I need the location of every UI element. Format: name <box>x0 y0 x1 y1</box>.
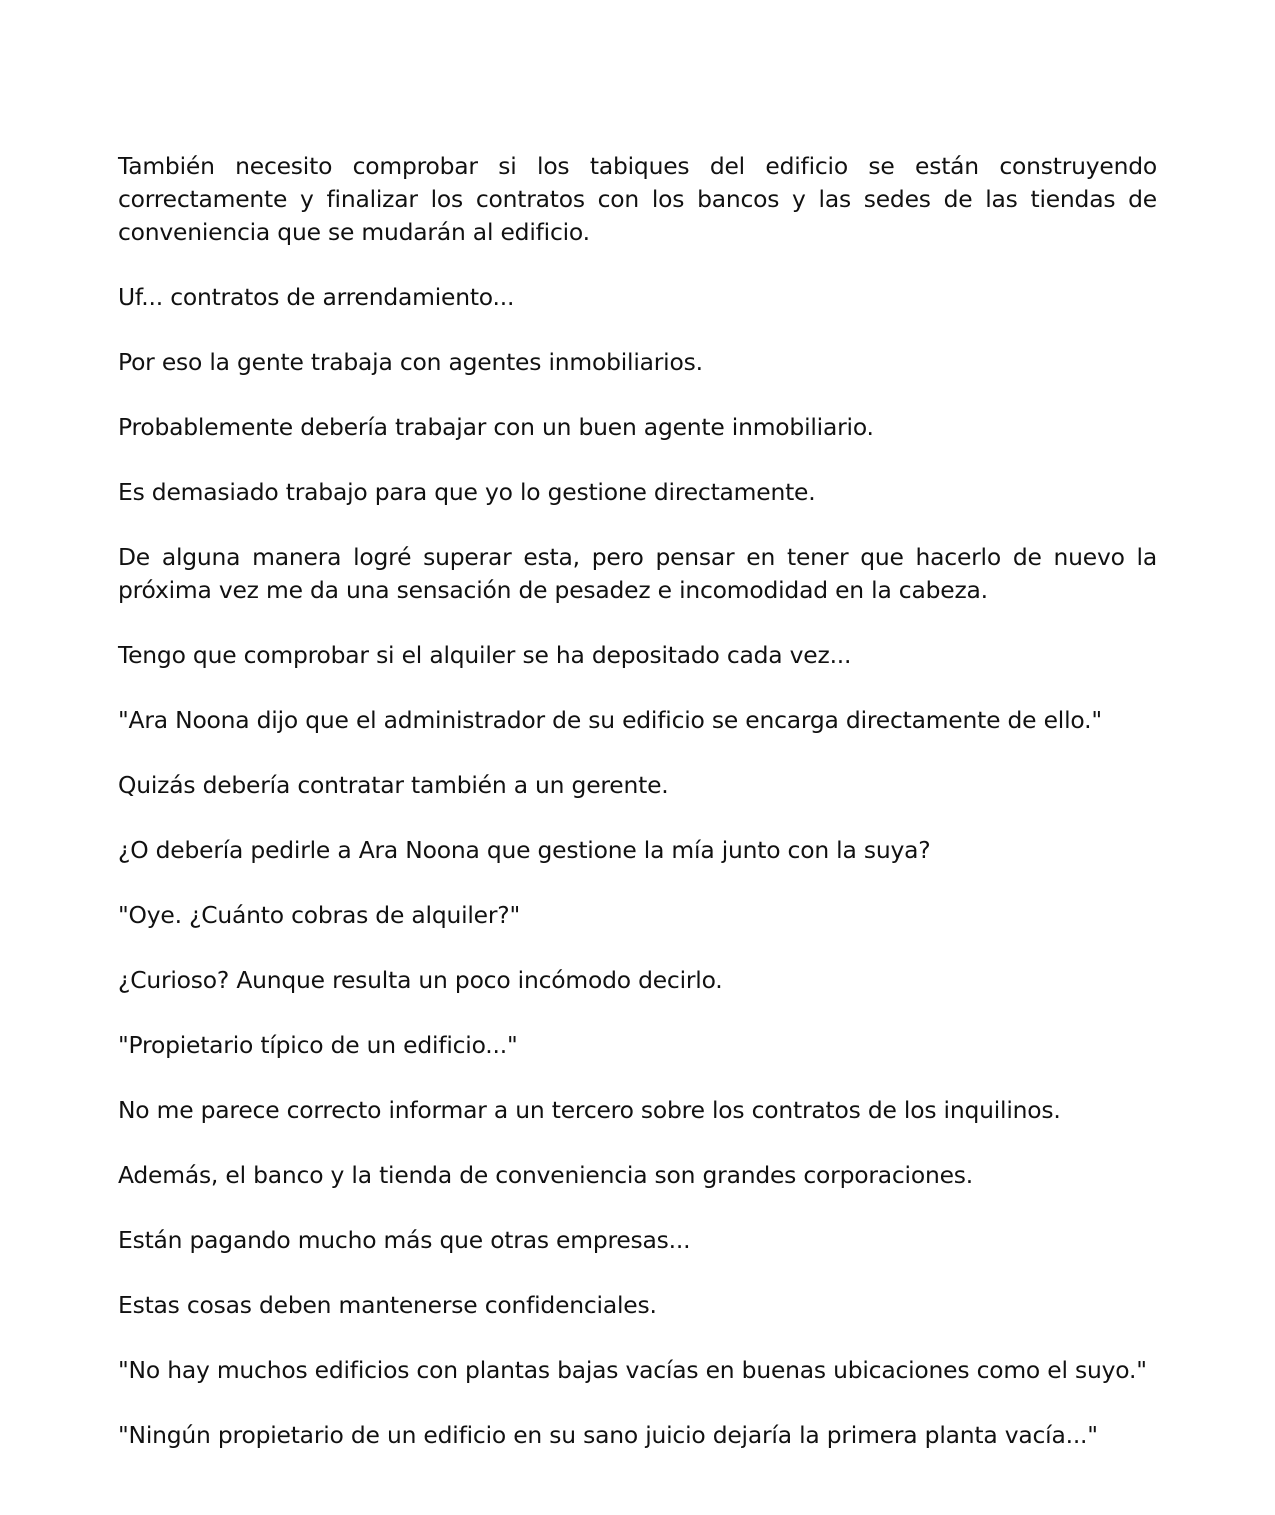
paragraph: Tengo que comprobar si el alquiler se ha depositado cada vez... <box>118 641 852 669</box>
paragraph: También necesito comprobar si los tabiques del edificio se están construyendo correctamente y finalizar los contratos con los bancos y las sedes de las tiendas de conveniencia que se mudarán al edificio. <box>118 152 1157 246</box>
paragraph: ¿Curioso? Aunque resulta un poco incómodo decirlo. <box>118 966 723 994</box>
paragraph: "Oye. ¿Cuánto cobras de alquiler?" <box>118 901 521 929</box>
paragraph: Probablemente debería trabajar con un buen agente inmobiliario. <box>118 413 874 441</box>
document-page <box>118 150 1157 1452</box>
paragraph: "No hay muchos edificios con plantas bajas vacías en buenas ubicaciones como el suyo." <box>118 1356 1147 1384</box>
paragraph: "Ara Noona dijo que el administrador de su edificio se encarga directamente de ello." <box>118 706 1102 734</box>
paragraph: Es demasiado trabajo para que yo lo gestione directamente. <box>118 478 816 506</box>
paragraph: Estas cosas deben mantenerse confidenciales. <box>118 1291 657 1319</box>
paragraph: Además, el banco y la tienda de conveniencia son grandes corporaciones. <box>118 1161 973 1189</box>
paragraph: "Ningún propietario de un edificio en su sano juicio dejaría la primera planta vacía..." <box>118 1421 1098 1449</box>
paragraph: Están pagando mucho más que otras empresas... <box>118 1226 691 1254</box>
paragraph: Uf... contratos de arrendamiento... <box>118 283 515 311</box>
paragraph: Quizás debería contratar también a un gerente. <box>118 771 669 799</box>
paragraph: "Propietario típico de un edificio..." <box>118 1031 518 1059</box>
paragraph: Por eso la gente trabaja con agentes inmobiliarios. <box>118 348 703 376</box>
paragraph: ¿O debería pedirle a Ara Noona que gestione la mía junto con la suya? <box>118 836 931 864</box>
paragraph: No me parece correcto informar a un tercero sobre los contratos de los inquilinos. <box>118 1096 1061 1124</box>
paragraph: De alguna manera logré superar esta, pero pensar en tener que hacerlo de nuevo la próxima vez me da una sensación de pesadez e incomodidad en la cabeza. <box>118 543 1157 604</box>
